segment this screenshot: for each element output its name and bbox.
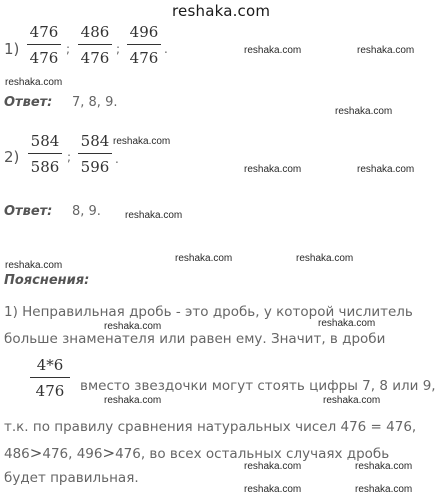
numerator: 584 bbox=[80, 132, 110, 150]
end-period: . bbox=[164, 42, 168, 56]
number-486: 486 bbox=[4, 446, 30, 462]
numerator: 476 bbox=[29, 23, 59, 41]
site-watermark: reshaka.com bbox=[318, 318, 376, 329]
problem-2-label: 2) bbox=[4, 148, 20, 166]
fraction-1-3 bbox=[127, 22, 161, 68]
problem-1-label: 1) bbox=[4, 40, 20, 58]
site-watermark: reshaka.com bbox=[5, 260, 63, 271]
fraction-2-2 bbox=[78, 131, 112, 177]
explanation-line-1: 1) Неправильная дробь - это дробь, у которой числитель bbox=[4, 304, 413, 320]
fraction-2-1 bbox=[28, 131, 62, 177]
text-segment: 476, 496 bbox=[42, 446, 103, 462]
fraction-bar bbox=[28, 153, 62, 154]
fraction-1-2 bbox=[78, 22, 112, 68]
site-watermark: reshaka.com bbox=[104, 321, 162, 332]
denominator: 586 bbox=[30, 158, 60, 176]
site-watermark: reshaka.com bbox=[335, 106, 393, 117]
answer-2-value: 8, 9. bbox=[72, 204, 101, 219]
site-watermark: reshaka.com bbox=[244, 45, 302, 56]
site-watermark: reshaka.com bbox=[355, 461, 413, 472]
answer-1-value: 7, 8, 9. bbox=[72, 95, 118, 110]
site-watermark: reshaka.com bbox=[175, 253, 233, 264]
fraction-bar bbox=[27, 44, 61, 45]
site-watermark: reshaka.com bbox=[357, 45, 415, 56]
site-watermark: reshaka.com bbox=[244, 461, 302, 472]
fraction-bar bbox=[127, 44, 161, 45]
answer-1-label: Ответ: bbox=[4, 95, 53, 110]
numerator: 4*6 bbox=[36, 356, 64, 374]
site-watermark: reshaka.com bbox=[296, 253, 354, 264]
explanation-line-4: т.к. по правилу сравнения натуральных чисел 476 = 476, bbox=[4, 419, 417, 435]
explanation-line-3: вместо звездочки могут стоять цифры 7, 8 или 9, bbox=[80, 378, 436, 394]
text-segment: 476, во всех остальных случаях дробь bbox=[115, 446, 390, 462]
end-period: . bbox=[115, 152, 119, 166]
separator: ; bbox=[67, 150, 72, 164]
explanation-line-6: будет правильная. bbox=[4, 470, 139, 486]
site-watermark: reshaka.com bbox=[5, 77, 63, 88]
site-watermark-top: reshaka.com bbox=[172, 2, 271, 20]
denominator: 476 bbox=[129, 49, 159, 67]
numerator: 486 bbox=[80, 23, 110, 41]
explanation-line-5 bbox=[4, 444, 389, 462]
site-watermark: reshaka.com bbox=[355, 484, 413, 495]
denominator: 476 bbox=[29, 49, 59, 67]
separator: ; bbox=[116, 42, 121, 56]
site-watermark: reshaka.com bbox=[244, 164, 302, 175]
fraction-bar bbox=[78, 44, 112, 45]
denominator: 476 bbox=[80, 49, 110, 67]
explanation-heading: Пояснения: bbox=[4, 273, 90, 288]
example-fraction bbox=[30, 355, 70, 401]
site-watermark: reshaka.com bbox=[113, 136, 171, 147]
numerator: 496 bbox=[129, 23, 159, 41]
numerator: 584 bbox=[30, 132, 60, 150]
explanation-line-2: больше знаменателя или равен ему. Значит, в дроби bbox=[4, 331, 386, 347]
fraction-1-1 bbox=[27, 22, 61, 68]
separator: ; bbox=[66, 42, 71, 56]
answer-2-label: Ответ: bbox=[4, 204, 53, 219]
site-watermark: reshaka.com bbox=[357, 164, 415, 175]
site-watermark: reshaka.com bbox=[104, 395, 162, 406]
denominator: 476 bbox=[35, 382, 65, 400]
site-watermark: reshaka.com bbox=[125, 210, 183, 221]
denominator: 596 bbox=[80, 158, 110, 176]
site-watermark: reshaka.com bbox=[244, 484, 302, 495]
greater-than-sign: > bbox=[29, 444, 43, 462]
site-watermark: reshaka.com bbox=[323, 395, 381, 406]
fraction-bar bbox=[30, 377, 70, 378]
fraction-bar bbox=[78, 153, 112, 154]
greater-than-sign: > bbox=[102, 444, 116, 462]
